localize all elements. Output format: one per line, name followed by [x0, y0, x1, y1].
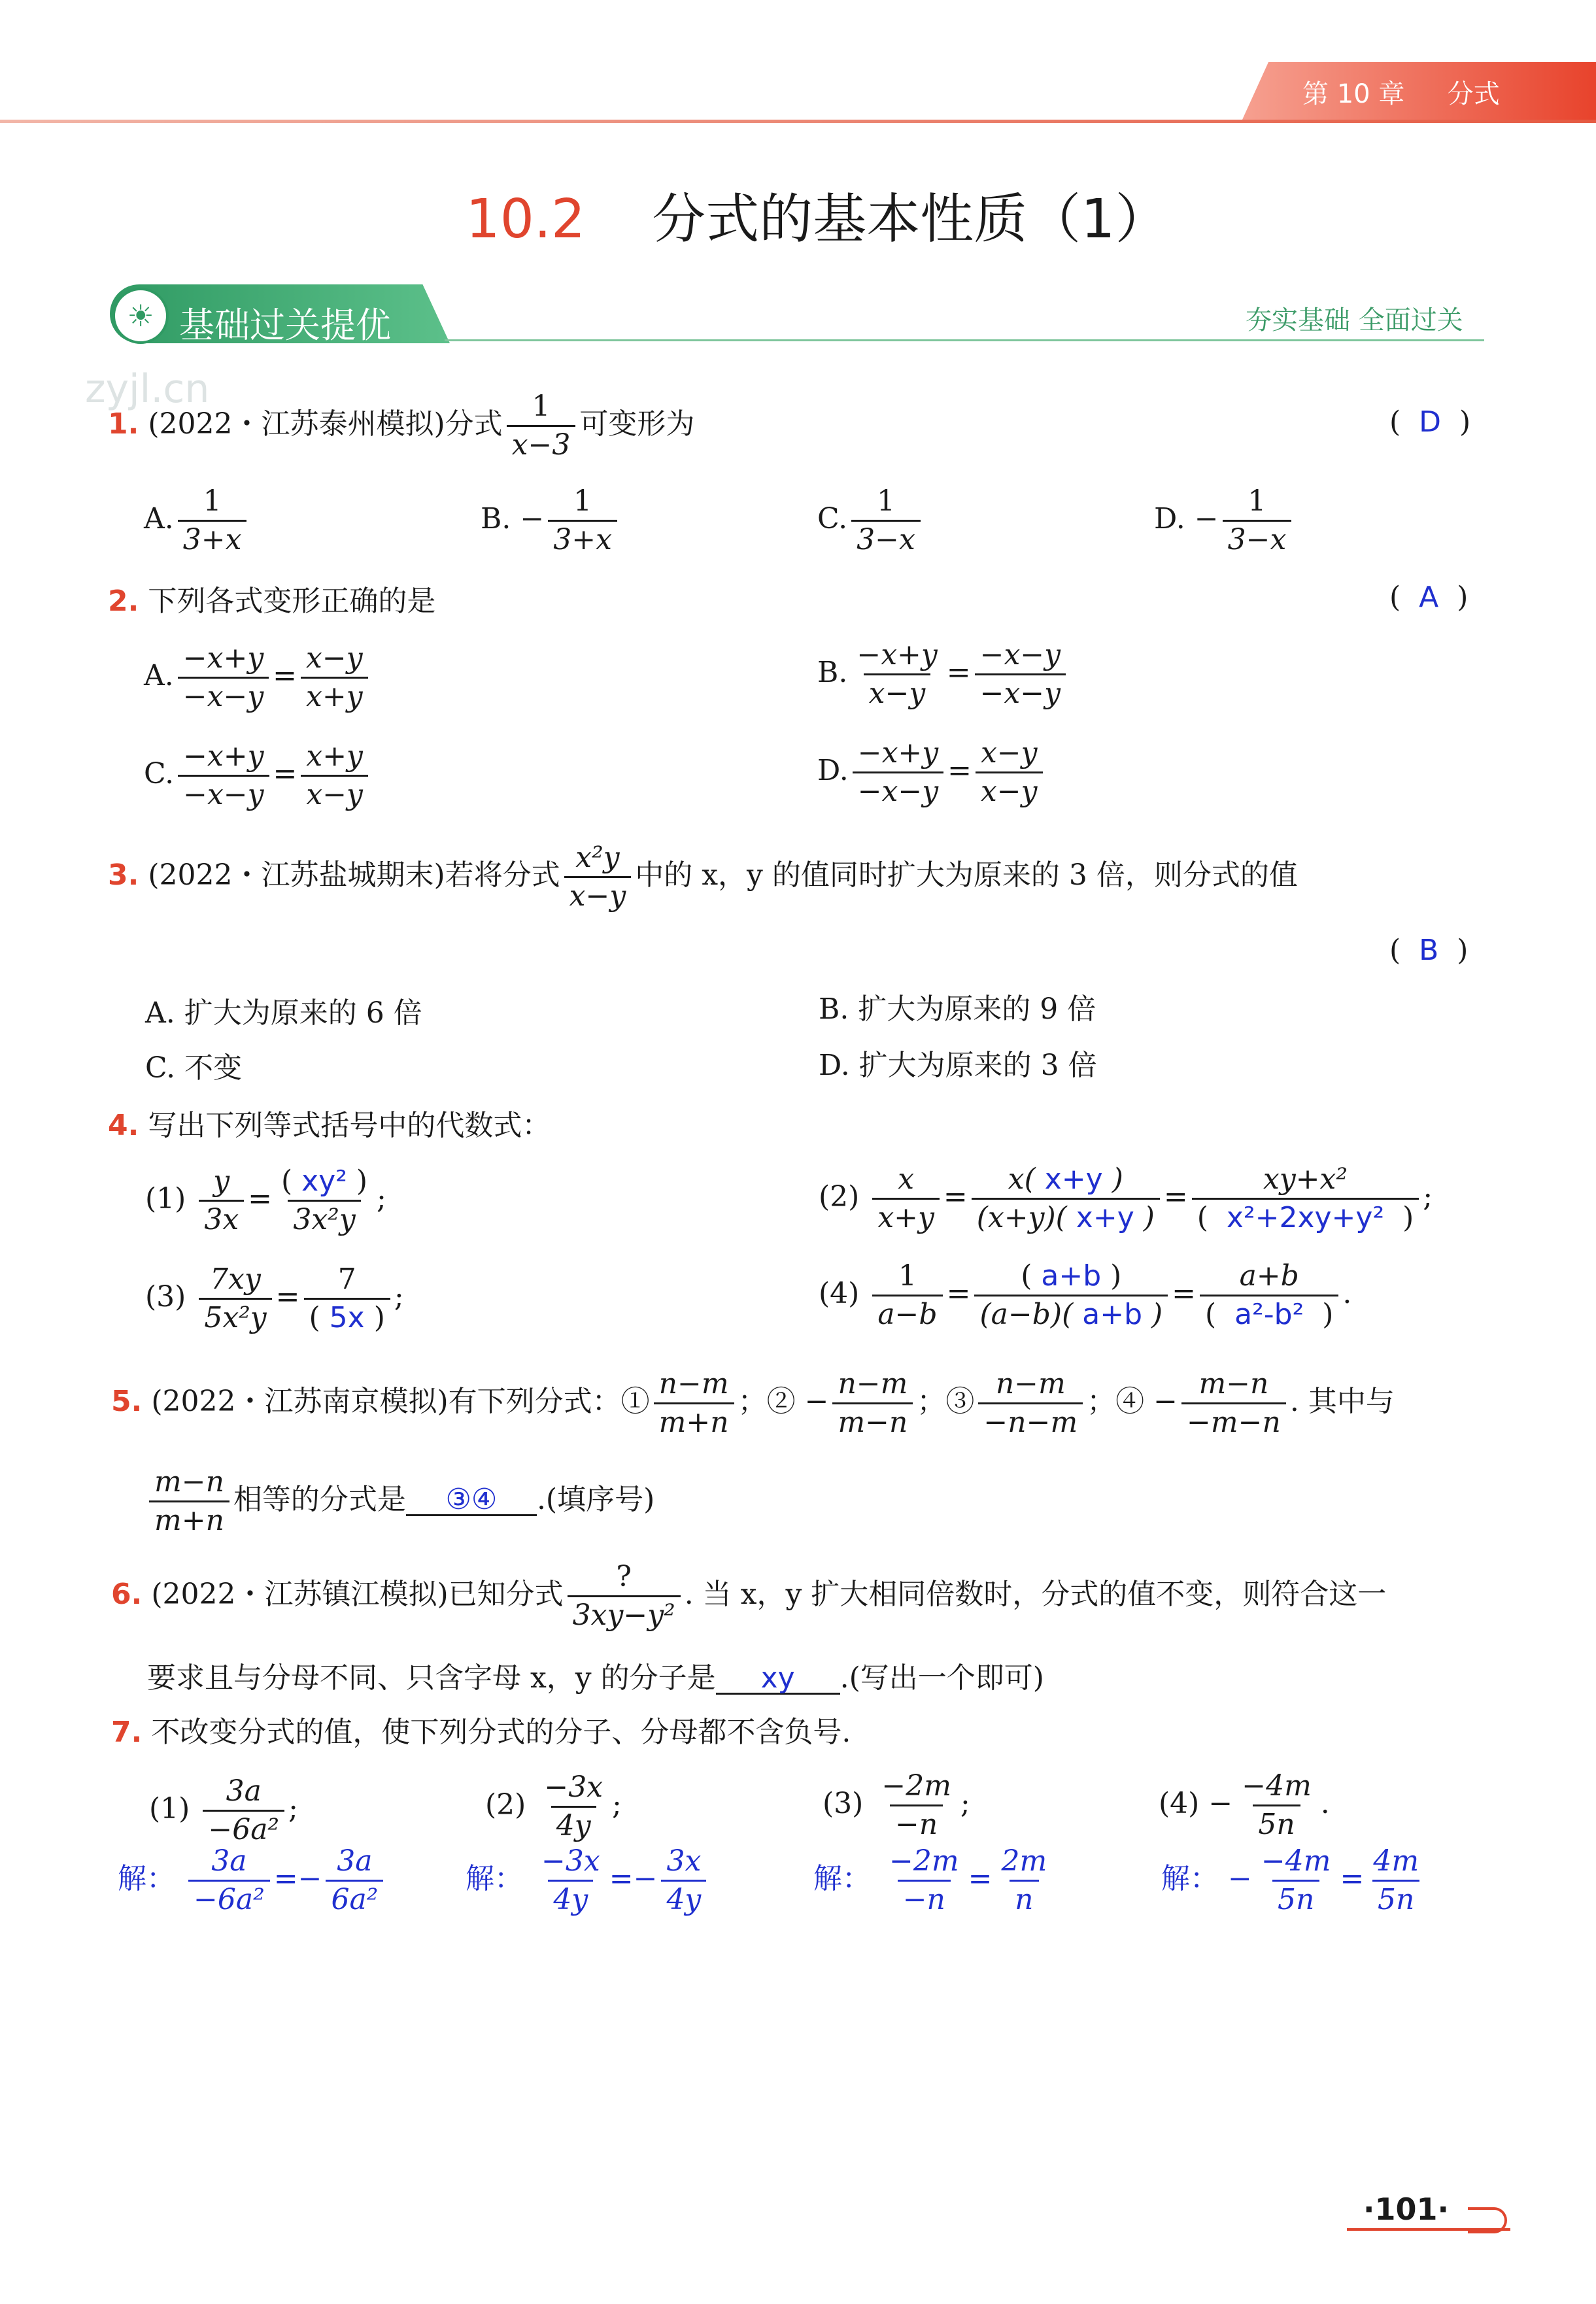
frac-den: −6a² [203, 1810, 284, 1844]
section-underline [445, 339, 1484, 341]
frac-den: m+n [149, 1500, 229, 1535]
frac-den-prefix: (a−b)( [979, 1298, 1074, 1331]
q4-part-1: (1) $\frac{y}{3x}$ = $\frac{\text{( xy² )}}{\text{3x²y}}$ ; [145, 1164, 386, 1236]
frac-num: n−m [838, 1367, 908, 1400]
part-label: (1) [145, 1182, 186, 1215]
q1-option-a [144, 484, 250, 556]
frac-den: 3+x [548, 520, 617, 554]
q4-part-3: (3) $\frac{7xy}{\text{5x²y}}$ = $\frac{7}{( 5x )}$ ; [145, 1262, 404, 1334]
q7-part-4: (4) − $\frac{-4m}{5n}$ . [1159, 1769, 1330, 1841]
q6-answer: xy [760, 1661, 795, 1695]
page-number: ·101· [1363, 2192, 1449, 2227]
q2-answer-box: ( A ) [1389, 581, 1469, 614]
frac-den: −m−n [1181, 1402, 1286, 1437]
part-label: (4) [819, 1277, 860, 1310]
option-label: C. [144, 757, 175, 790]
frac-num: n−m [995, 1367, 1066, 1400]
q1-option-d [1154, 484, 1295, 556]
frac-den: −x−y [178, 775, 269, 809]
frac-den: a−b [872, 1295, 942, 1329]
frac-num: m−n [154, 1465, 224, 1499]
q4-p2-answer-1: x+y [1044, 1162, 1103, 1196]
q1-answer-box: ( D ) [1389, 405, 1471, 439]
frac-num: 1 [898, 1259, 917, 1293]
frac-den: 5n [1253, 1804, 1300, 1839]
q1-frac-den: x−3 [507, 425, 576, 460]
option-fraction [851, 484, 921, 556]
solution-sign: − [297, 1862, 322, 1895]
frac-num: m−n [1198, 1367, 1269, 1400]
q2-option-c: C. $\frac{-x+y}{-x-y}$ = $\frac{x+y}{x-y}$ [144, 742, 372, 809]
part-label: (4) [1159, 1787, 1200, 1820]
q7-text: 不改变分式的值，使下列分式的分子、分母都不含负号. [151, 1716, 851, 1749]
q4-p2-answer-2: x+y [1076, 1201, 1134, 1234]
q3-text: (2022・江苏盐城期末)若将分式 [148, 858, 560, 892]
q1-number: 1. [108, 407, 139, 441]
frac-num: 1 [1248, 484, 1266, 518]
q1-stem [108, 392, 694, 460]
q4-stem [108, 1111, 551, 1140]
q5-text: (2022・江苏南京模拟)有下列分式：① [151, 1385, 650, 1418]
section-name: 基础过关提优 [179, 305, 391, 346]
frac-den: 3xy−y² [568, 1595, 681, 1630]
part-label: (3) [823, 1787, 864, 1820]
frac-num: 3a [226, 1774, 262, 1808]
frac-den: 4y [661, 1880, 706, 1914]
page-curl-icon [1468, 2207, 1507, 2233]
q3-answer-box: ( B ) [1389, 934, 1469, 967]
part-label: (2) [819, 1180, 860, 1213]
q7-solution-1: 解： $\frac{3a}{\text{−6a²}}$ =− $\frac{3a}{\text{6a²}}$ [118, 1847, 387, 1914]
q3-frac-den: x−y [564, 876, 632, 911]
solution-sign: − [633, 1862, 658, 1895]
option-label: D. [1154, 502, 1185, 535]
q2-answer: A [1419, 581, 1439, 614]
q6-text-after: . 当 x，y 扩大相同倍数时，分式的值不变，则符合这一 [684, 1578, 1387, 1611]
q6-line2-end: .(写出一个即可) [840, 1661, 1044, 1695]
frac-den: −6a² [188, 1880, 270, 1914]
q5-line2-text: 相等的分式是 [233, 1483, 406, 1516]
frac-den: 3x [199, 1200, 244, 1234]
frac-den: 5n [1272, 1880, 1319, 1914]
q5-answer: ③④ [445, 1483, 498, 1516]
part-label: (1) [149, 1792, 190, 1825]
section-icon: ☀ [112, 288, 169, 344]
q5-line-1 [111, 1367, 1395, 1439]
frac-num: −2m [889, 1844, 959, 1878]
q7-solution-3: 解： $\frac{-2m}{-n}$ = $\frac{2m}{n}$ [813, 1847, 1056, 1914]
title-number: 10.2 [466, 188, 586, 250]
chapter-label [1302, 73, 1500, 110]
q4-p4-answer-1: a+b [1041, 1259, 1102, 1293]
q1-answer: D [1419, 405, 1442, 439]
q3-number: 3. [108, 858, 139, 892]
q4-p1-answer: xy² [301, 1164, 347, 1198]
q4-part-2: (2) $\frac{x}{x+y}$ = $\frac{x( x+y )}{(x+y)( x+y )}$ = $\frac{\text{xy+x²}}{\text{( x²+2xy+y² )}}$ ; [819, 1162, 1433, 1234]
solution-label: 解： [118, 1862, 175, 1895]
option-fraction [1223, 484, 1292, 556]
frac-den: m+n [654, 1402, 734, 1437]
frac-den: x+y [872, 1198, 940, 1232]
frac-den: −x−y [975, 673, 1066, 708]
q5-number: 5. [111, 1385, 143, 1418]
title-text: 分式的基本性质（1） [652, 188, 1169, 250]
frac-den: 4y [548, 1880, 593, 1914]
q2-number: 2. [108, 584, 139, 618]
frac-num: y [213, 1164, 230, 1198]
option-label: A. [144, 502, 174, 535]
frac-num: 3a [211, 1844, 247, 1878]
q1-fraction [507, 392, 576, 460]
frac-den: x+y [301, 677, 368, 711]
option-label: D. [817, 754, 849, 787]
frac-num: −x+y [857, 638, 938, 671]
option-sign: − [1194, 502, 1219, 535]
frac-num: ? [616, 1560, 632, 1593]
frac-num: 2m [1001, 1844, 1047, 1878]
q2-option-d: D. $\frac{-x+y}{-x-y}$ = $\frac{x-y}{x-y}$ [817, 739, 1047, 806]
solution-label: 解： [466, 1862, 523, 1895]
option-fraction [548, 484, 617, 556]
q3-option-d: D. 扩大为原来的 3 倍 [819, 1049, 1097, 1082]
frac-den: 5x²y [199, 1298, 271, 1332]
chapter-number: 第 10 章 [1302, 79, 1405, 109]
frac-num-prefix: x( [1008, 1162, 1036, 1196]
frac-den: n [1010, 1880, 1038, 1914]
frac-den: x−y [976, 771, 1043, 806]
frac-num: x−y [306, 641, 363, 675]
page-number-value: 101 [1374, 2192, 1438, 2227]
part-label: (2) [485, 1788, 526, 1821]
q3-stem [108, 843, 1298, 911]
q3-option-a: A. 扩大为原来的 6 倍 [145, 996, 422, 1030]
solution-label: 解： [1161, 1862, 1219, 1895]
frac-den: 3+x [178, 520, 247, 554]
frac-den: 6a² [326, 1880, 383, 1914]
q4-part-4: (4) $\frac{1}{a-b}$ = $\frac{( a+b )}{(a-b)( a+b )}$ = $\frac{a+b}{\text{( a²-b² )}}$ . [819, 1259, 1352, 1331]
q4-p4-answer-2: a+b [1082, 1298, 1142, 1331]
section-slogan: 夯实基础 全面过关 [1246, 305, 1463, 335]
q5-sep: ；③ [917, 1385, 975, 1418]
frac-num: −4m [1261, 1844, 1331, 1878]
frac-num: a+b [1239, 1259, 1299, 1293]
option-label: B. [817, 656, 848, 689]
frac-den: −n−m [978, 1402, 1083, 1437]
q7-solution-4: 解： − $\frac{-4m}{5n}$ = $\frac{4m}{5n}$ [1161, 1847, 1428, 1914]
q5-sep: ；④ − [1087, 1385, 1178, 1418]
frac-den-prefix: (x+y)( [976, 1201, 1067, 1234]
part-sign: − [1208, 1787, 1233, 1820]
q5-line-2 [145, 1465, 655, 1537]
watermark: zyjl.cn [85, 366, 210, 412]
q6-number: 6. [111, 1578, 143, 1611]
option-fraction [178, 484, 247, 556]
frac-den: x−y [301, 775, 368, 809]
q1-text: (2022・江苏泰州模拟)分式 [148, 407, 503, 441]
q3-frac-num: x²y [575, 841, 620, 874]
q2-text: 下列各式变形正确的是 [148, 584, 436, 618]
frac-den: x−y [864, 673, 931, 708]
q6-line2-text: 要求且与分母不同、只含字母 x，y 的分子是 [147, 1661, 716, 1695]
frac-den: −n [898, 1880, 951, 1914]
q5-sep: ；② − [738, 1385, 829, 1418]
frac-num: 7 [337, 1262, 356, 1296]
frac-num: 1 [573, 484, 592, 518]
frac-num: x−y [980, 736, 1038, 770]
frac-num: 3x [666, 1844, 702, 1878]
q2-stem [108, 584, 436, 618]
frac-den: −n [890, 1804, 943, 1839]
frac-den: 3−x [851, 520, 921, 554]
solution-left-sign: − [1228, 1862, 1252, 1895]
q7-solution-2: 解： $\frac{-3x}{4y}$ =− $\frac{3x}{4y}$ [466, 1847, 710, 1914]
q3-option-b: B. 扩大为原来的 9 倍 [819, 992, 1096, 1026]
frac-num: 7xy [210, 1262, 261, 1296]
q2-option-b: B. $\frac{-x+y}{x-y}$ = $\frac{-x-y}{-x-y}$ [817, 641, 1070, 708]
q1-option-b [481, 484, 621, 556]
q4-number: 4. [108, 1109, 139, 1142]
page-title [458, 177, 1177, 253]
frac-num: −x+y [182, 641, 264, 675]
frac-num: 4m [1373, 1844, 1419, 1878]
q7-stem [111, 1718, 851, 1747]
q6-line-1 [111, 1560, 1387, 1632]
q3-text-after: 中的 x，y 的值同时扩大为原来的 3 倍，则分式的值 [635, 858, 1298, 892]
option-label: C. [817, 502, 848, 535]
q3-fraction [564, 843, 632, 911]
frac-num: x+y [306, 739, 363, 773]
chapter-name: 分式 [1447, 79, 1500, 109]
frac-den: 4y [551, 1806, 596, 1840]
frac-num: x [898, 1162, 915, 1196]
part-label: (3) [145, 1280, 186, 1313]
frac-num: n−m [658, 1367, 729, 1400]
solution-label: 解： [813, 1862, 871, 1895]
q7-number: 7. [111, 1716, 143, 1749]
frac-den: 3x²y [288, 1200, 360, 1234]
frac-num: 1 [203, 484, 222, 518]
q1-option-c [817, 484, 925, 556]
frac-num: −x−y [979, 638, 1061, 671]
q6-line-2 [147, 1661, 1044, 1695]
frac-num: −4m [1242, 1769, 1312, 1803]
q3-option-c: C. 不变 [145, 1051, 243, 1085]
q5-tail: . 其中与 [1289, 1385, 1395, 1418]
q5-line2-end: .(填序号) [536, 1483, 655, 1516]
option-sign: − [520, 502, 545, 535]
frac-den: m−n [832, 1402, 913, 1437]
option-label: B. [481, 502, 511, 535]
frac-num: −x+y [183, 739, 264, 773]
frac-den: −x−y [853, 771, 943, 806]
q6-text: (2022・江苏镇江模拟)已知分式 [151, 1578, 564, 1611]
q4-p4-answer-3: a²-b² [1234, 1298, 1304, 1331]
frac-den: −x−y [178, 677, 269, 711]
frac-num: −2m [881, 1769, 951, 1803]
q7-part-2: (2) $\frac{-3x}{4y}$ ; [485, 1770, 622, 1842]
q7-part-1: (1) $\frac{3a}{\text{−6a²}}$ ; [149, 1774, 298, 1846]
frac-den: 5n [1372, 1880, 1419, 1914]
q7-part-3: (3) $\frac{-2m}{-n}$ ; [823, 1769, 970, 1841]
q4-p3-answer: 5x [329, 1301, 365, 1334]
q4-p2-answer-3: x²+2xy+y² [1226, 1201, 1385, 1234]
frac-num: −3x [541, 1844, 600, 1878]
frac-num: 3a [337, 1844, 373, 1878]
option-label: A. [144, 659, 174, 692]
frac-den: 3−x [1223, 520, 1292, 554]
frac-num: xy+x² [1263, 1162, 1348, 1196]
header-rule [0, 120, 1596, 123]
frac-num: −x+y [857, 736, 939, 770]
q1-frac-num: 1 [532, 390, 551, 423]
q3-answer: B [1419, 934, 1439, 967]
q2-option-a: A. $\frac{-x+y}{-x-y}$ = $\frac{x-y}{x+y}$ [144, 644, 372, 711]
q4-text: 写出下列等式括号中的代数式： [148, 1109, 551, 1142]
frac-num: 1 [876, 484, 895, 518]
frac-num: −3x [544, 1770, 603, 1804]
q1-text-after: 可变形为 [579, 407, 695, 441]
